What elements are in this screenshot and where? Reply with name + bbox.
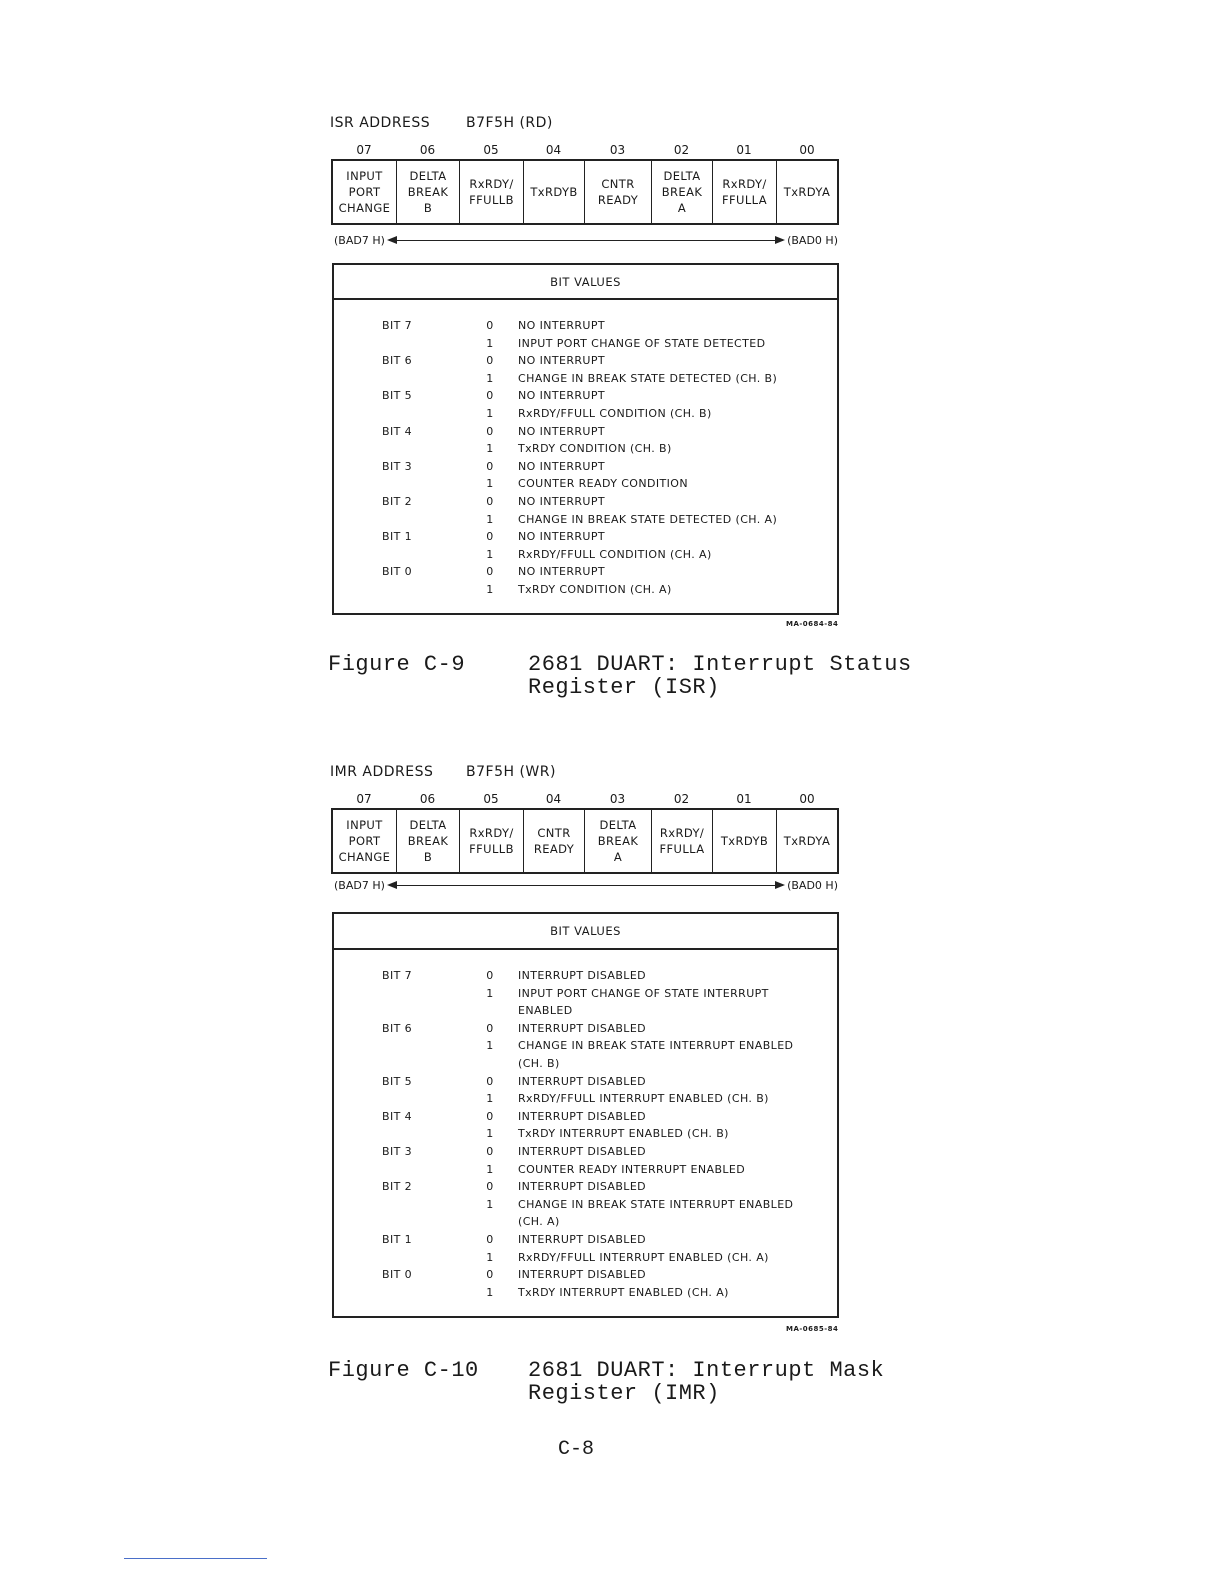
bit-label xyxy=(334,1284,462,1302)
bit-value: 1 xyxy=(486,406,494,420)
bit-label xyxy=(334,1002,462,1020)
bit-value: 1 xyxy=(486,1197,494,1211)
register-cell: DELTA BREAK A xyxy=(652,161,713,223)
bit-label: BIT 0 xyxy=(382,1268,413,1282)
bit-value xyxy=(462,1055,518,1073)
figure-title-line2: Register (IMR) xyxy=(528,1381,720,1406)
register-cell: TxRDYB xyxy=(713,810,777,872)
bit-description: RxRDY/FFULL INTERRUPT ENABLED (CH. A) xyxy=(518,1250,769,1264)
bit-value-row xyxy=(334,1284,837,1302)
figure-title-line2: Register (ISR) xyxy=(528,675,720,700)
bit-value: 1 xyxy=(486,1250,494,1264)
register-cell: RxRDY/ FFULLA xyxy=(652,810,713,872)
bit-description: TxRDY CONDITION (CH. A) xyxy=(518,582,672,596)
bit-value: 0 xyxy=(486,1109,494,1123)
bit-description: NO INTERRUPT xyxy=(518,494,606,508)
bit-description: RxRDY/FFULL CONDITION (CH. A) xyxy=(518,547,712,561)
bit-label xyxy=(334,546,462,564)
isr-address-range xyxy=(334,234,838,247)
bit-label: BIT 3 xyxy=(382,459,413,473)
bit-description: CHANGE IN BREAK STATE INTERRUPT ENABLED xyxy=(518,1197,794,1211)
bit-number: 03 xyxy=(609,792,626,806)
register-cell: DELTA BREAK B xyxy=(397,810,460,872)
bit-value xyxy=(462,1213,518,1231)
register-cell: RxRDY/ FFULLB xyxy=(460,161,524,223)
bit-number: 07 xyxy=(356,143,372,157)
bit-description: TxRDY CONDITION (CH. B) xyxy=(518,442,672,456)
register-cell: RxRDY/ FFULLB xyxy=(460,810,524,872)
register-cell: CNTR READY xyxy=(524,810,585,872)
bit-description: RxRDY/FFULL CONDITION (CH. B) xyxy=(518,406,712,420)
bit-value-row xyxy=(334,335,837,353)
register-cell: INPUT PORT CHANGE xyxy=(333,161,397,223)
bit-label xyxy=(334,1161,462,1179)
bit-description: NO INTERRUPT xyxy=(518,389,606,403)
bit-description: INTERRUPT DISABLED xyxy=(518,1180,647,1194)
bit-value: 1 xyxy=(486,547,494,561)
bit-value: 1 xyxy=(486,512,494,526)
bit-description: CHANGE IN BREAK STATE DETECTED (CH. B) xyxy=(518,371,778,385)
bit-label: BIT 2 xyxy=(382,494,413,508)
bit-description: NO INTERRUPT xyxy=(518,459,606,473)
bit-value: 1 xyxy=(486,1127,494,1141)
bit-label xyxy=(334,1125,462,1143)
bit-number: 02 xyxy=(673,143,690,157)
bit-description: INPUT PORT CHANGE OF STATE INTERRUPT xyxy=(518,986,769,1000)
bit-value: 0 xyxy=(486,354,494,368)
bit-value-row xyxy=(334,967,837,985)
figure-tag: MA-0684-84 xyxy=(786,620,839,628)
bit-value: 0 xyxy=(486,1074,494,1088)
range-start: (BAD7 H) xyxy=(334,879,385,892)
bit-value: 1 xyxy=(486,1285,494,1299)
bit-value: 1 xyxy=(486,1162,494,1176)
bit-label: BIT 1 xyxy=(382,1232,413,1246)
imr-address-value: B7F5H (WR) xyxy=(466,764,556,780)
bit-number: 02 xyxy=(673,792,690,806)
bit-label: BIT 4 xyxy=(382,424,413,438)
bit-value: 0 xyxy=(486,494,494,508)
bit-label xyxy=(334,1249,462,1267)
register-cell: RxRDY/ FFULLA xyxy=(713,161,777,223)
bit-value-row xyxy=(334,1266,837,1284)
register-cell: TxRDYB xyxy=(524,161,585,223)
bit-label: BIT 5 xyxy=(382,1074,413,1088)
bit-label: BIT 5 xyxy=(382,389,413,403)
bit-label: BIT 2 xyxy=(382,1180,413,1194)
bit-value-row xyxy=(334,1178,837,1196)
bit-value: 0 xyxy=(486,389,494,403)
bit-value: 0 xyxy=(486,969,494,982)
bit-number: 07 xyxy=(356,792,372,806)
bit-label xyxy=(334,1090,462,1108)
bit-value: 0 xyxy=(486,1180,494,1194)
imr-address-label: IMR ADDRESS xyxy=(330,764,434,780)
bit-value: 0 xyxy=(486,1232,494,1246)
bit-value-row xyxy=(334,1108,837,1126)
isr-bit-values-table xyxy=(332,263,839,615)
bit-number: 03 xyxy=(609,143,626,157)
bit-number: 06 xyxy=(419,792,436,806)
bit-value-row xyxy=(334,493,837,511)
bit-description: (CH. B) xyxy=(518,1056,560,1070)
bit-label xyxy=(334,1055,462,1073)
bit-description: ENABLED xyxy=(518,1004,573,1018)
bit-value-row xyxy=(334,1161,837,1179)
bit-label: BIT 4 xyxy=(382,1109,413,1123)
bit-value-row xyxy=(334,440,837,458)
bit-value-row xyxy=(334,405,837,423)
bit-values-title: BIT VALUES xyxy=(334,265,837,300)
bit-value-row xyxy=(334,352,837,370)
footnote-rule xyxy=(124,1558,267,1559)
range-arrow xyxy=(389,885,783,887)
bit-values-rows xyxy=(334,950,837,1301)
bit-value-row xyxy=(334,1213,837,1231)
bit-label xyxy=(334,1196,462,1214)
bit-description: TxRDY INTERRUPT ENABLED (CH. B) xyxy=(518,1127,729,1141)
range-end: (BAD0 H) xyxy=(787,234,838,247)
bit-description: NO INTERRUPT xyxy=(518,565,606,579)
bit-value-row xyxy=(334,1073,837,1091)
bit-number: 06 xyxy=(419,143,436,157)
bit-value: 1 xyxy=(486,371,494,385)
bit-label xyxy=(334,475,462,493)
bit-description: CHANGE IN BREAK STATE DETECTED (CH. A) xyxy=(518,512,778,526)
bit-description: RxRDY/FFULL INTERRUPT ENABLED (CH. B) xyxy=(518,1092,769,1106)
bit-number: 05 xyxy=(483,792,499,806)
bit-value-row xyxy=(334,370,837,388)
range-start: (BAD7 H) xyxy=(334,234,385,247)
bit-number: 01 xyxy=(736,143,752,157)
bit-description: NO INTERRUPT xyxy=(518,424,606,438)
bit-value-row xyxy=(334,563,837,581)
bit-value: 1 xyxy=(486,582,494,596)
bit-label: BIT 7 xyxy=(382,319,413,332)
bit-number: 05 xyxy=(483,143,499,157)
bit-description: CHANGE IN BREAK STATE INTERRUPT ENABLED xyxy=(518,1039,794,1053)
bit-value-row xyxy=(334,387,837,405)
bit-label xyxy=(334,985,462,1003)
imr-address-range xyxy=(334,879,838,892)
bit-values-title: BIT VALUES xyxy=(334,914,837,950)
bit-description: INTERRUPT DISABLED xyxy=(518,969,647,982)
bit-value: 1 xyxy=(486,442,494,456)
bit-value: 1 xyxy=(486,1039,494,1053)
register-cell: CNTR READY xyxy=(585,161,652,223)
bit-value-row xyxy=(334,1020,837,1038)
bit-description: NO INTERRUPT xyxy=(518,530,606,544)
bit-value-row xyxy=(334,423,837,441)
bit-number: 00 xyxy=(799,792,815,806)
bit-label xyxy=(334,1213,462,1231)
bit-label: BIT 7 xyxy=(382,969,413,982)
bit-description: INTERRUPT DISABLED xyxy=(518,1232,647,1246)
bit-label xyxy=(334,1037,462,1055)
bit-value: 0 xyxy=(486,319,494,332)
bit-description: INTERRUPT DISABLED xyxy=(518,1268,647,1282)
bit-value: 0 xyxy=(486,459,494,473)
page-number: C-8 xyxy=(558,1438,595,1461)
bit-label xyxy=(334,440,462,458)
bit-description: COUNTER READY CONDITION xyxy=(518,477,688,491)
bit-value: 0 xyxy=(486,530,494,544)
bit-value-row xyxy=(334,475,837,493)
range-end: (BAD0 H) xyxy=(787,879,838,892)
imr-bit-values-table xyxy=(332,912,839,1318)
bit-value-row xyxy=(334,546,837,564)
bit-label: BIT 3 xyxy=(382,1144,413,1158)
bit-label xyxy=(334,405,462,423)
bit-label: BIT 1 xyxy=(382,530,413,544)
bit-value: 1 xyxy=(486,986,494,1000)
isr-address-value: B7F5H (RD) xyxy=(466,115,553,131)
bit-value-row xyxy=(334,1002,837,1020)
bit-value-row xyxy=(334,511,837,529)
register-cell: TxRDYA xyxy=(783,834,831,848)
range-arrow xyxy=(389,240,783,242)
register-cell: DELTA BREAK A xyxy=(585,810,652,872)
bit-label: BIT 0 xyxy=(382,565,413,579)
bit-description: INTERRUPT DISABLED xyxy=(518,1074,647,1088)
bit-value-row xyxy=(334,458,837,476)
bit-value xyxy=(462,1002,518,1020)
bit-description: (CH. A) xyxy=(518,1215,560,1229)
bit-value-row xyxy=(334,1090,837,1108)
bit-number: 00 xyxy=(799,143,815,157)
bit-description: INTERRUPT DISABLED xyxy=(518,1021,647,1035)
bit-value-row xyxy=(334,1037,837,1055)
isr-address-label: ISR ADDRESS xyxy=(330,115,431,131)
bit-value: 0 xyxy=(486,565,494,579)
figure-title-line1: 2681 DUART: Interrupt Status xyxy=(528,652,912,677)
bit-description: INTERRUPT DISABLED xyxy=(518,1109,647,1123)
bit-value: 1 xyxy=(486,477,494,491)
bit-values-rows xyxy=(334,300,837,599)
figure-label: Figure C-9 xyxy=(328,652,466,677)
bit-description: INTERRUPT DISABLED xyxy=(518,1144,647,1158)
bit-label xyxy=(334,335,462,353)
bit-value: 0 xyxy=(486,1268,494,1282)
bit-value: 0 xyxy=(486,424,494,438)
bit-value: 1 xyxy=(486,336,494,350)
figure-label: Figure C-10 xyxy=(328,1358,479,1383)
bit-value-row xyxy=(334,581,837,599)
bit-value-row xyxy=(334,1125,837,1143)
bit-value-row xyxy=(334,1249,837,1267)
bit-description: TxRDY INTERRUPT ENABLED (CH. A) xyxy=(518,1285,729,1299)
bit-value-row xyxy=(334,317,837,335)
bit-number: 04 xyxy=(545,143,562,157)
figure-title-line1: 2681 DUART: Interrupt Mask xyxy=(528,1358,885,1383)
bit-value-row xyxy=(334,1196,837,1214)
bit-value-row xyxy=(334,1231,837,1249)
imr-bit-numbers xyxy=(332,792,838,806)
register-cell: TxRDYA xyxy=(783,185,831,199)
bit-value: 0 xyxy=(486,1144,494,1158)
register-cell: INPUT PORT CHANGE xyxy=(333,810,397,872)
figure-tag: MA-0685-84 xyxy=(786,1325,839,1333)
bit-value-row xyxy=(334,1055,837,1073)
isr-register-diagram xyxy=(331,159,839,225)
bit-value: 1 xyxy=(486,1092,494,1106)
bit-label: BIT 6 xyxy=(382,1021,413,1035)
bit-value-row xyxy=(334,528,837,546)
bit-label xyxy=(334,511,462,529)
bit-value-row xyxy=(334,985,837,1003)
bit-number: 01 xyxy=(736,792,752,806)
register-cell: DELTA BREAK B xyxy=(397,161,460,223)
bit-label xyxy=(334,581,462,599)
bit-description: INPUT PORT CHANGE OF STATE DETECTED xyxy=(518,336,766,350)
bit-label: BIT 6 xyxy=(382,354,413,368)
bit-number: 04 xyxy=(545,792,562,806)
bit-value: 0 xyxy=(486,1021,494,1035)
bit-label xyxy=(334,370,462,388)
bit-description: NO INTERRUPT xyxy=(518,354,606,368)
bit-description: NO INTERRUPT xyxy=(518,319,606,332)
isr-bit-numbers xyxy=(332,143,838,157)
imr-register-diagram xyxy=(331,808,839,874)
bit-value-row xyxy=(334,1143,837,1161)
bit-description: COUNTER READY INTERRUPT ENABLED xyxy=(518,1162,746,1176)
